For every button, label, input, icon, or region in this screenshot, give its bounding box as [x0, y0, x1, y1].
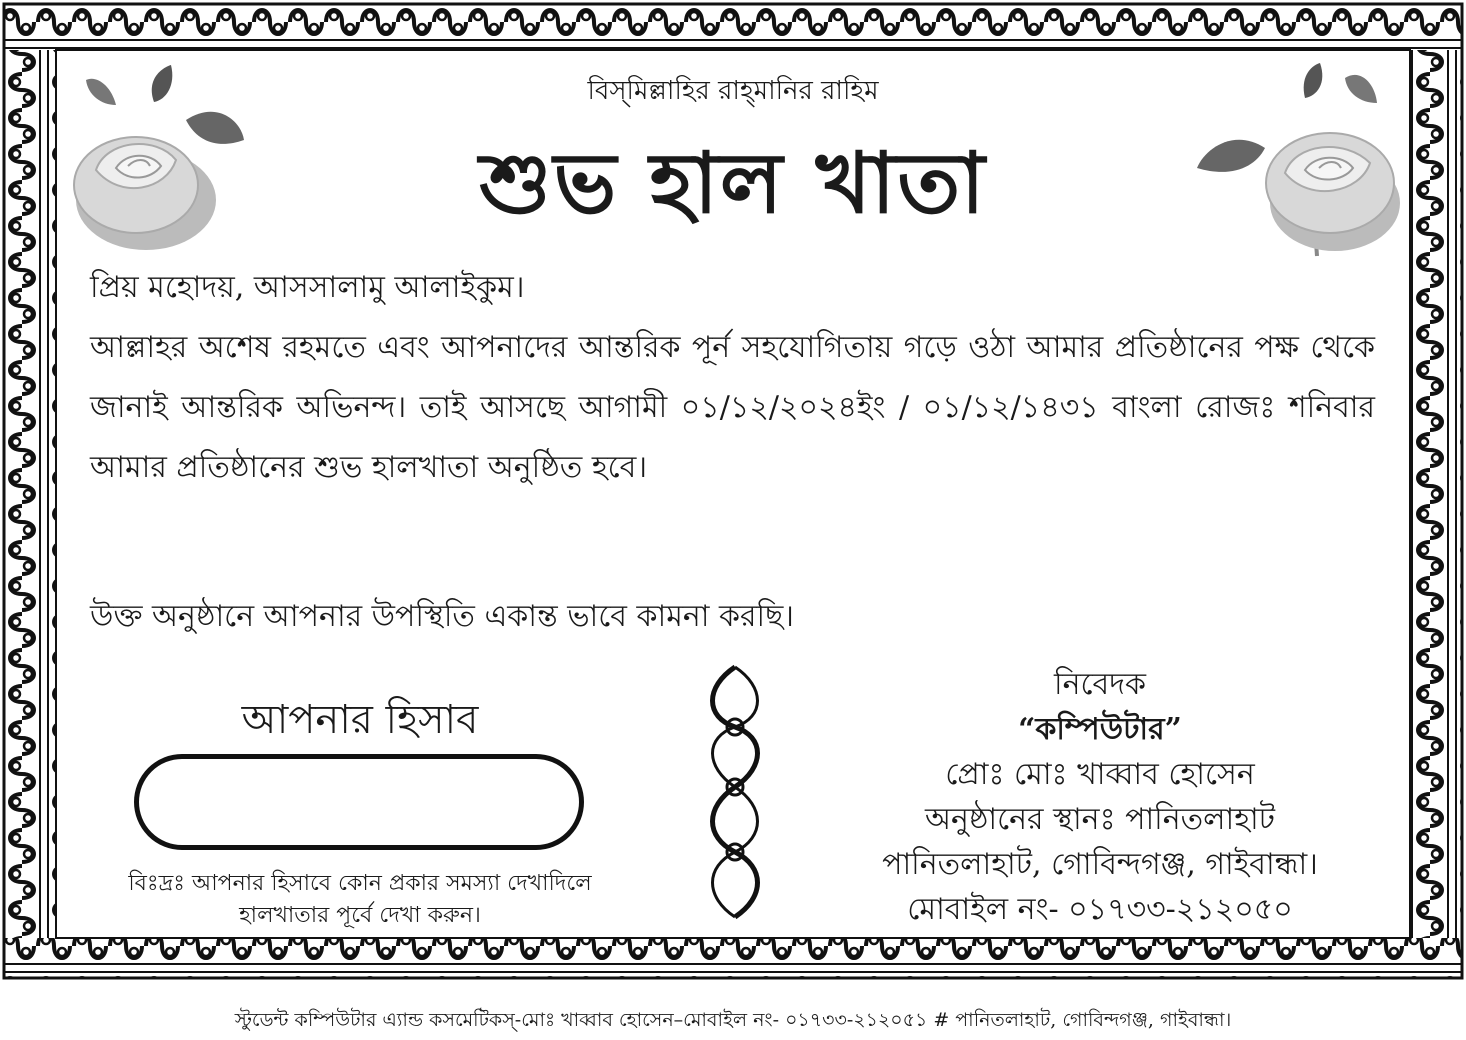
mobile-number: মোবাইল নং- ০১৭৩৩-২১২০৫০	[907, 892, 1293, 927]
sender-label: নিবেদক	[1054, 667, 1146, 702]
proprietor: প্রোঃ মোঃ খাব্বাব হোসেন	[945, 757, 1255, 792]
venue: অনুষ্ঠানের স্থানঃ পানিতলাহাট	[924, 802, 1276, 837]
bismillah: বিস্‌মিল্লাহির রাহ্‌মানির রাহিম	[587, 76, 879, 106]
message-paragraph: আল্লাহর অশেষ রহমতে এবং আপনাদের আন্তরিক পূর্ন সহযোগিতায় গড়ে ওঠা আমার প্রতিষ্ঠানের পক্ষ থেকে জানাই আন্তরিক অভিনন্দ। তাই আসছে আগামী ০১/১২/২০২৪ইং / ০১/১২/১৪৩১ বাংলা রোজঃ শনিবার আমার প্রতিষ্ঠানের শুভ হালখাতা অনুষ্ঠিত হবে।	[90, 330, 1375, 485]
organization-name: “কম্পিউটার”	[1018, 712, 1182, 747]
letter-body	[90, 258, 1375, 498]
greeting: প্রিয় মহোদয়, আসসালামু আলাইকুম।	[90, 270, 525, 305]
account-box	[134, 754, 584, 850]
invitation-text: উক্ত অনুষ্ঠানে আপনার উপস্থিতি একান্ত ভাবে কামনা করছি।	[90, 599, 795, 634]
page-title: শুভ হাল খাতা	[479, 134, 987, 232]
address: পানিতলাহাট, গোবিন্দগঞ্জ, গাইবান্ধা।	[882, 847, 1318, 882]
footer-credit: স্টুডেন্ট কম্পিউটার এ্যান্ড কসমেটিকস্-মোঃ খাব্বাব হোসেন–মোবাইল নং- ০১৭৩৩-২১২০৫১ # পানিতলাহাট, গোবিন্দগঞ্জ, গাইবান্ধা।	[234, 1009, 1232, 1031]
sender-block	[800, 662, 1400, 932]
account-note: বিঃদ্রঃ আপনার হিসাবে কোন প্রকার সমস্যা দেখাদিলে হালখাতার পূর্বে দেখা করুন।	[128, 871, 592, 928]
account-title: আপনার হিসাব	[241, 697, 479, 743]
ornamental-divider	[700, 662, 770, 922]
